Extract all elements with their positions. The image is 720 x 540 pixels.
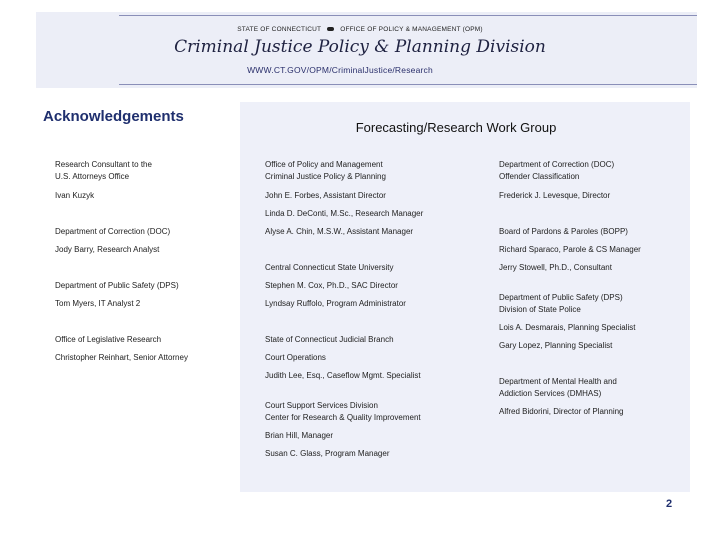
entry-line: State of Connecticut Judicial Branch [265, 335, 394, 344]
entry-line: Ivan Kuzyk [55, 191, 95, 200]
entry-line: Department of Correction (DOC) [55, 227, 171, 236]
workgroup-title: Forecasting/Research Work Group [355, 120, 557, 135]
entry-line: Alyse A. Chin, M.S.W., Assistant Manager [265, 227, 414, 236]
org-line [0, 26, 720, 33]
left-entry-doc [55, 226, 170, 238]
page-number: 2 [666, 498, 673, 510]
entry-line: Addiction Services (DMHAS) [499, 389, 602, 398]
right-entry-doc [499, 159, 614, 183]
right-entry-bopp [499, 226, 628, 238]
entry-line: Lois A. Desmarais, Planning Specialist [499, 323, 636, 332]
right-entry-lopez [499, 340, 612, 352]
middle-entry-cssd [265, 400, 421, 424]
middle-entry-hill [265, 430, 333, 442]
entry-line: Linda D. DeConti, M.Sc., Research Manager [265, 209, 424, 218]
right-entry-bidorini [499, 406, 624, 418]
right-entry-sparaco [499, 244, 641, 256]
entry-line: Research Consultant to the [55, 160, 152, 169]
left-entry-research-consultant [55, 159, 152, 183]
site-url[interactable]: WWW.CT.GOV/OPM/CriminalJustice/Research [247, 65, 433, 75]
middle-entry-court-ops [265, 352, 326, 364]
left-entry-myers [55, 298, 140, 310]
left-entry-dps [55, 280, 179, 292]
entry-line: Alfred Bidorini, Director of Planning [499, 407, 624, 416]
middle-entry-judicial [265, 334, 394, 346]
middle-entry-ccsu [265, 262, 394, 274]
acknowledgements-title: Acknowledgements [43, 108, 184, 125]
entry-line: Office of Legislative Research [55, 335, 162, 344]
entry-line: Susan C. Glass, Program Manager [265, 449, 390, 458]
entry-line: Criminal Justice Policy & Planning [265, 172, 386, 181]
entry-line: Department of Correction (DOC) [499, 160, 615, 169]
middle-entry-chin [265, 226, 413, 238]
entry-line: Judith Lee, Esq., Caseflow Mgmt. Specialist [265, 371, 421, 380]
header-rule-bottom [119, 84, 697, 85]
entry-line: Office of Policy and Management [265, 160, 383, 169]
entry-line: Central Connecticut State University [265, 263, 394, 272]
middle-entry-cox [265, 280, 398, 292]
right-entry-dmhas [499, 376, 617, 400]
right-entry-dps [499, 292, 623, 316]
division-title: Criminal Justice Policy & Planning Division [174, 37, 546, 57]
separator-icon [327, 27, 334, 31]
entry-line: John E. Forbes, Assistant Director [265, 191, 386, 200]
left-entry-olr [55, 334, 161, 346]
entry-line: Lyndsay Ruffolo, Program Administrator [265, 299, 406, 308]
entry-line: Jerry Stowell, Ph.D., Consultant [499, 263, 612, 272]
entry-line: Offender Classification [499, 172, 580, 181]
office-label: OFFICE OF POLICY & MANAGEMENT (OPM) [340, 26, 483, 33]
entry-line: Jody Barry, Research Analyst [55, 245, 160, 254]
middle-entry-opm [265, 159, 386, 183]
entry-line: Frederick J. Levesque, Director [499, 191, 611, 200]
entry-line: Division of State Police [499, 305, 581, 314]
middle-entry-deconti [265, 208, 423, 220]
entry-line: Center for Research & Quality Improvement [265, 413, 421, 422]
entry-line: Court Operations [265, 353, 326, 362]
entry-line: Christopher Reinhart, Senior Attorney [55, 353, 188, 362]
middle-entry-glass [265, 448, 390, 460]
entry-line: Board of Pardons & Paroles (BOPP) [499, 227, 628, 236]
right-entry-stowell [499, 262, 612, 274]
middle-entry-ruffolo [265, 298, 406, 310]
left-entry-reinhart [55, 352, 188, 364]
entry-line: Brian Hill, Manager [265, 431, 334, 440]
entry-line: Tom Myers, IT Analyst 2 [55, 299, 141, 308]
middle-entry-lee [265, 370, 421, 382]
entry-line: Department of Public Safety (DPS) [499, 293, 623, 302]
left-entry-barry [55, 244, 159, 256]
right-entry-levesque [499, 190, 610, 202]
entry-line: Gary Lopez, Planning Specialist [499, 341, 613, 350]
entry-line: Court Support Services Division [265, 401, 378, 410]
right-entry-desmarais [499, 322, 636, 334]
header-rule-top [119, 15, 697, 16]
state-label: STATE OF CONNECTICUT [237, 26, 322, 33]
middle-entry-forbes [265, 190, 386, 202]
entry-line: Stephen M. Cox, Ph.D., SAC Director [265, 281, 398, 290]
left-entry-kuzyk [55, 190, 94, 202]
entry-line: Department of Public Safety (DPS) [55, 281, 179, 290]
entry-line: U.S. Attorneys Office [55, 172, 130, 181]
entry-line: Department of Mental Health and [499, 377, 617, 386]
entry-line: Richard Sparaco, Parole & CS Manager [499, 245, 641, 254]
